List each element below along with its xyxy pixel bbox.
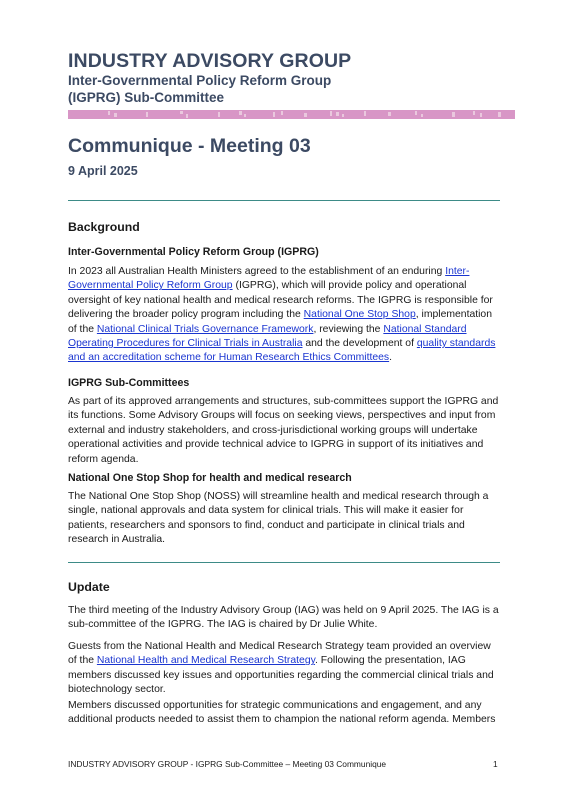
igprg-heading: Inter-Governmental Policy Reform Group (IGPRG) — [68, 246, 319, 258]
text-run: . — [389, 352, 392, 364]
link-national-standard-operating-procedures[interactable]: National Standard Operating Procedures for Clinical Trials in Australia — [68, 323, 467, 350]
link-national-one-stop-shop[interactable]: National One Stop Shop — [303, 309, 416, 321]
text-run: (IGPRG), which will provide policy and operational oversight of key national health and medical research reforms. The IGPRG is responsible for delivering the broader policy program including the — [68, 280, 493, 321]
update-paragraph-meeting: The third meeting of the Industry Advisory Group (IAG) was held on 9 April 2025. The IAG is a sub-committee of the IGPRG. The IAG is chaired by Dr Julie White. — [68, 605, 499, 631]
subcommittees-heading: IGPRG Sub-Committees — [68, 377, 190, 389]
section-divider-middle — [68, 562, 500, 563]
background-paragraph-igprg — [68, 265, 502, 366]
background-heading: Background — [68, 220, 140, 234]
link-igprg[interactable]: Inter-Governmental Policy Reform Group — [68, 266, 470, 292]
org-title: INDUSTRY ADVISORY GROUP — [68, 50, 352, 72]
communique-title: Communique - Meeting 03 — [68, 135, 311, 157]
text-run: , implementation of the — [68, 309, 492, 335]
org-subtitle-line1: Inter-Governmental Policy Reform Group — [68, 73, 332, 88]
link-quality-standards-hrec[interactable]: quality standards and an accreditation scheme for Human Research Ethics Committees — [68, 338, 496, 364]
update-paragraph-communications: Members discussed opportunities for strategic communications and engagement, and any additional products needed to assist them to champion the national reform agenda. Members — [68, 700, 496, 726]
noss-paragraph: The National One Stop Shop (NOSS) will streamline health and medical research through a single, national approvals and data system for clinical trials. This will make it easier for patients, researchers and sponsors to find, conduct and participate in clinical trials and research in Australia. — [68, 491, 489, 546]
link-clinical-trials-governance-framework[interactable]: National Clinical Trials Governance Framework — [96, 323, 314, 335]
text-run: , reviewing the — [313, 323, 384, 335]
section-divider-top — [68, 200, 500, 201]
update-paragraph-strategy — [68, 640, 502, 698]
text-run: In 2023 all Australian Health Ministers agreed to the establishment of an enduring — [68, 266, 446, 277]
page-number: 1 — [493, 759, 498, 769]
link-nhmr-strategy[interactable]: National Health and Medical Research Strategy — [96, 655, 316, 667]
noss-heading: National One Stop Shop for health and medical research — [68, 472, 352, 484]
text-run: and the development of — [302, 338, 417, 350]
org-subtitle-line2: (IGPRG) Sub-Committee — [68, 90, 225, 105]
page-footer: INDUSTRY ADVISORY GROUP - IGPRG Sub-Committee – Meeting 03 Communique — [68, 759, 387, 769]
text-run: Guests from the National Health and Medical Research Strategy team provided an overview of the — [68, 641, 491, 667]
subcommittees-paragraph: As part of its approved arrangements and structures, sub-committees support the IGPRG and its functions. Some Advisory Groups will focus on seeking views, perspectives and input from external and industry stakeholders, and cross-jurisdictional working groups will undertake operational activities and provide technical advice to IGPRG in support of its initiatives and reform agenda. — [68, 396, 499, 465]
text-run: . Following the presentation, IAG members discussed key issues and opportunities regarding the commercial clinical trials and biotechnology sector. — [68, 655, 494, 696]
update-heading: Update — [68, 580, 110, 594]
decorative-pattern-band — [68, 110, 515, 119]
communique-date: 9 April 2025 — [68, 164, 138, 178]
